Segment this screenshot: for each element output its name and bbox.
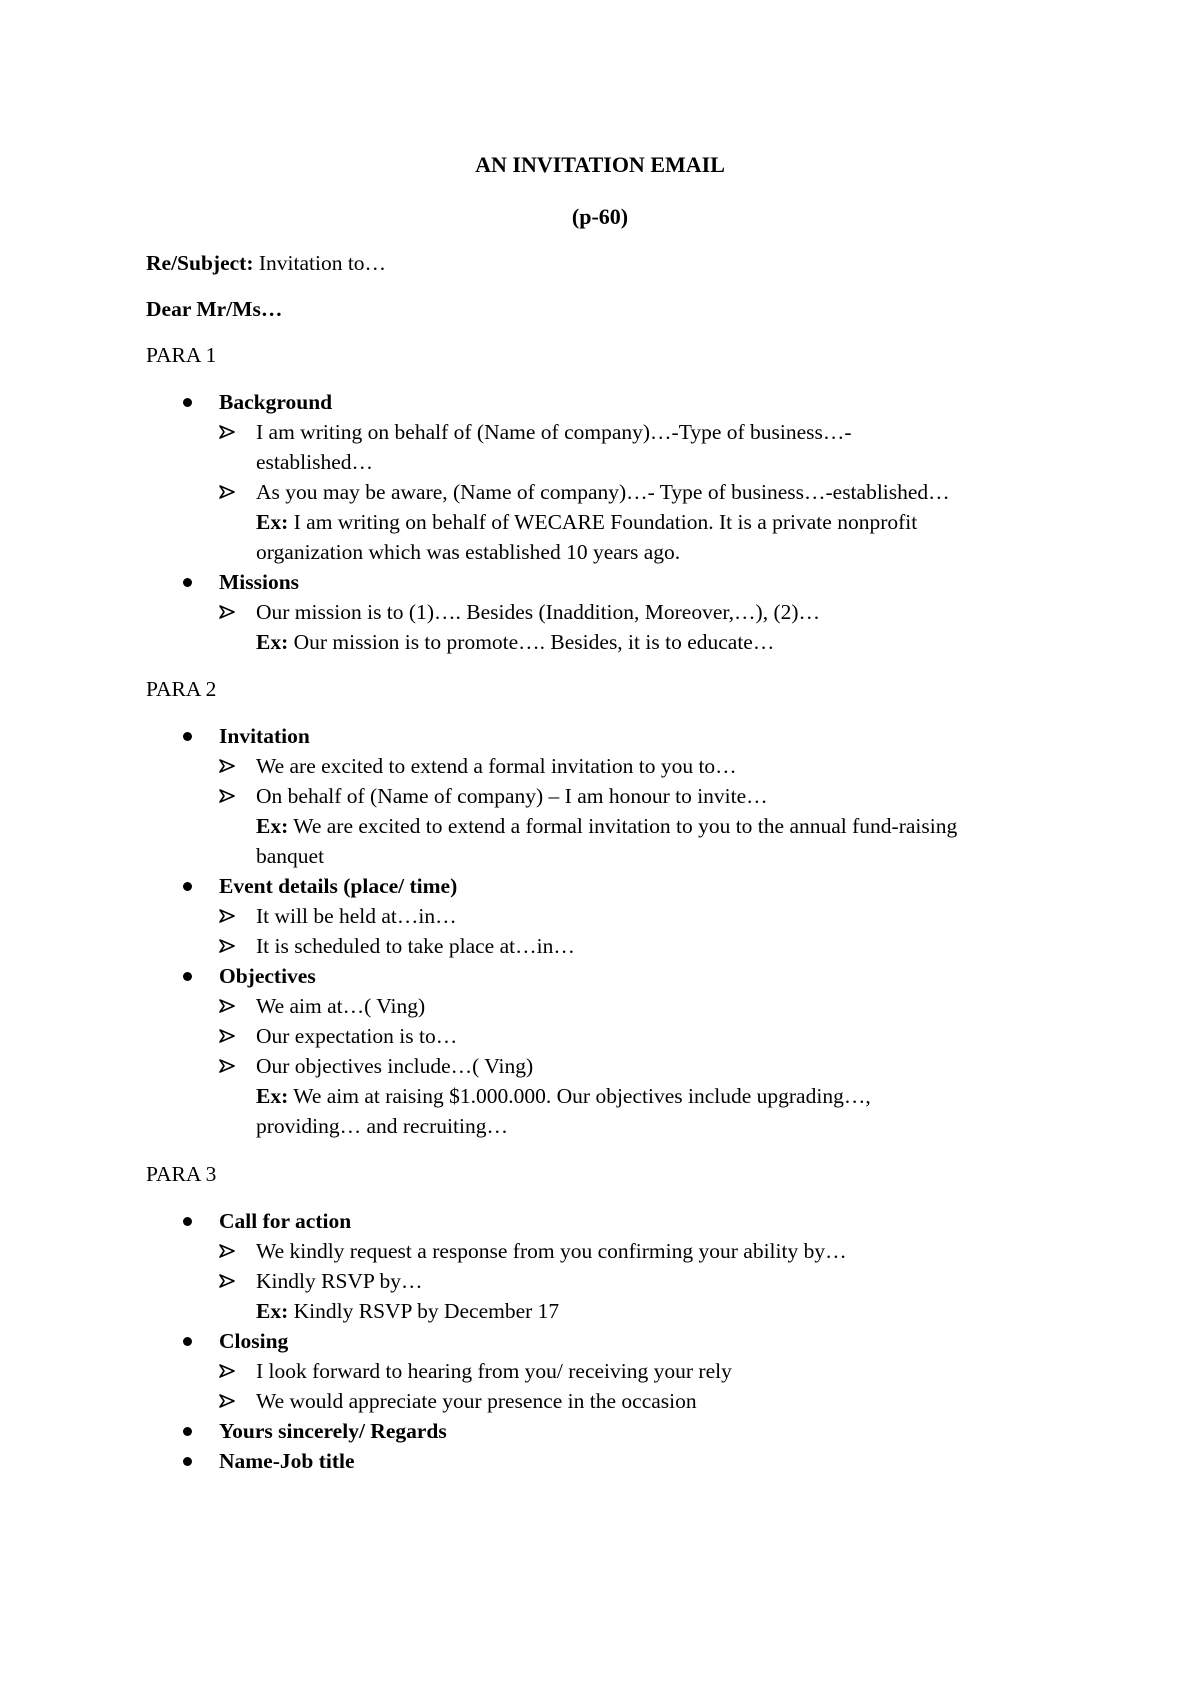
list-item-text: We aim at…( Ving) xyxy=(256,994,426,1018)
example-line xyxy=(0,811,1200,841)
document-title: AN INVITATION EMAIL xyxy=(475,152,725,177)
list-item xyxy=(0,597,1200,627)
list-item xyxy=(0,477,1200,507)
list-item-continuation xyxy=(0,447,1200,477)
greeting: Dear Mr/Ms… xyxy=(146,297,283,321)
bullet-background xyxy=(0,387,1200,417)
list-item-text: On behalf of (Name of company) – I am honour to invite… xyxy=(256,784,768,808)
list-item-text: As you may be aware, (Name of company)…- Type of business…-established… xyxy=(256,480,950,504)
bullet-missions xyxy=(0,567,1200,597)
arrow-icon xyxy=(219,1236,237,1266)
page-reference: (p-60) xyxy=(571,204,629,229)
subject-label: Re/Subject: xyxy=(146,251,254,275)
list-item xyxy=(0,991,1200,1021)
bullet-icon xyxy=(183,1217,192,1226)
arrow-icon xyxy=(219,751,237,781)
bullet-label: Yours sincerely/ Regards xyxy=(219,1419,447,1443)
list-item xyxy=(0,781,1200,811)
list-item-text: I am writing on behalf of (Name of company)…-Type of business…- xyxy=(256,420,852,444)
arrow-icon xyxy=(219,1051,237,1081)
bullet-icon xyxy=(183,1337,192,1346)
list-item xyxy=(0,931,1200,961)
bullet-label: Background xyxy=(219,390,333,414)
subject-line xyxy=(146,248,386,278)
list-item xyxy=(0,1266,1200,1296)
bullet-label: Call for action xyxy=(219,1209,352,1233)
arrow-icon xyxy=(219,931,237,961)
list-item-text: Our objectives include…( Ving) xyxy=(256,1054,534,1078)
list-item-text: It is scheduled to take place at…in… xyxy=(256,934,575,958)
arrow-icon xyxy=(219,991,237,1021)
example-label: Ex: xyxy=(256,1299,289,1323)
bullet-icon xyxy=(183,1457,192,1466)
bullet-label: Objectives xyxy=(219,964,316,988)
example-line xyxy=(0,507,1200,537)
arrow-icon xyxy=(219,597,237,627)
bullet-invitation xyxy=(0,721,1200,751)
example-text: Kindly RSVP by December 17 xyxy=(293,1299,560,1323)
list-item-text: Our expectation is to… xyxy=(256,1024,458,1048)
arrow-icon xyxy=(219,781,237,811)
example-line xyxy=(0,627,1200,657)
example-text: banquet xyxy=(256,844,325,868)
list-item xyxy=(0,1051,1200,1081)
bullet-label: Event details (place/ time) xyxy=(219,874,458,898)
example-text: We aim at raising $1.000.000. Our objectives include upgrading…, xyxy=(293,1084,871,1108)
list-item xyxy=(0,1356,1200,1386)
arrow-icon xyxy=(219,1021,237,1051)
para3-heading: PARA 3 xyxy=(146,1162,217,1186)
example-line xyxy=(0,537,1200,567)
arrow-icon xyxy=(219,477,237,507)
bullet-name-title xyxy=(0,1446,1200,1476)
list-item xyxy=(0,1236,1200,1266)
para2-heading: PARA 2 xyxy=(146,677,217,701)
list-item xyxy=(0,901,1200,931)
bullet-call-for-action xyxy=(0,1206,1200,1236)
list-item xyxy=(0,751,1200,781)
bullet-icon xyxy=(183,972,192,981)
example-label: Ex: xyxy=(256,630,289,654)
bullet-label: Missions xyxy=(219,570,300,594)
bullet-icon xyxy=(183,732,192,741)
example-text: We are excited to extend a formal invitation to you to the annual fund-raising xyxy=(293,814,958,838)
list-item xyxy=(0,1021,1200,1051)
example-label: Ex: xyxy=(256,814,289,838)
example-line xyxy=(0,841,1200,871)
example-label: Ex: xyxy=(256,510,289,534)
arrow-icon xyxy=(219,1266,237,1296)
bullet-label: Closing xyxy=(219,1329,289,1353)
list-item-text: We are excited to extend a formal invitation to you to… xyxy=(256,754,737,778)
arrow-icon xyxy=(219,901,237,931)
bullet-label: Invitation xyxy=(219,724,310,748)
bullet-icon xyxy=(183,398,192,407)
bullet-icon xyxy=(183,1427,192,1436)
bullet-signoff xyxy=(0,1416,1200,1446)
example-line xyxy=(0,1111,1200,1141)
example-text: I am writing on behalf of WECARE Foundation. It is a private nonprofit xyxy=(293,510,918,534)
bullet-label: Name-Job title xyxy=(219,1449,355,1473)
bullet-event-details xyxy=(0,871,1200,901)
list-item-text: established… xyxy=(256,450,374,474)
example-text: Our mission is to promote…. Besides, it is to educate… xyxy=(293,630,775,654)
subject-value: Invitation to… xyxy=(258,251,387,275)
list-item xyxy=(0,1386,1200,1416)
bullet-icon xyxy=(183,882,192,891)
example-line xyxy=(0,1081,1200,1111)
arrow-icon xyxy=(219,1386,237,1416)
arrow-icon xyxy=(219,1356,237,1386)
example-text: providing… and recruiting… xyxy=(256,1114,508,1138)
example-label: Ex: xyxy=(256,1084,289,1108)
list-item-text: Kindly RSVP by… xyxy=(256,1269,423,1293)
list-item-text: We would appreciate your presence in the occasion xyxy=(256,1389,697,1413)
list-item xyxy=(0,417,1200,447)
list-item-text: We kindly request a response from you confirming your ability by… xyxy=(256,1239,847,1263)
example-line xyxy=(0,1296,1200,1326)
bullet-closing xyxy=(0,1326,1200,1356)
example-text: organization which was established 10 years ago. xyxy=(256,540,681,564)
list-item-text: It will be held at…in… xyxy=(256,904,457,928)
list-item-text: Our mission is to (1)…. Besides (Inaddition, Moreover,…), (2)… xyxy=(256,600,821,624)
bullet-objectives xyxy=(0,961,1200,991)
para1-heading: PARA 1 xyxy=(146,343,217,367)
list-item-text: I look forward to hearing from you/ receiving your rely xyxy=(256,1359,732,1383)
arrow-icon xyxy=(219,417,237,447)
bullet-icon xyxy=(183,578,192,587)
